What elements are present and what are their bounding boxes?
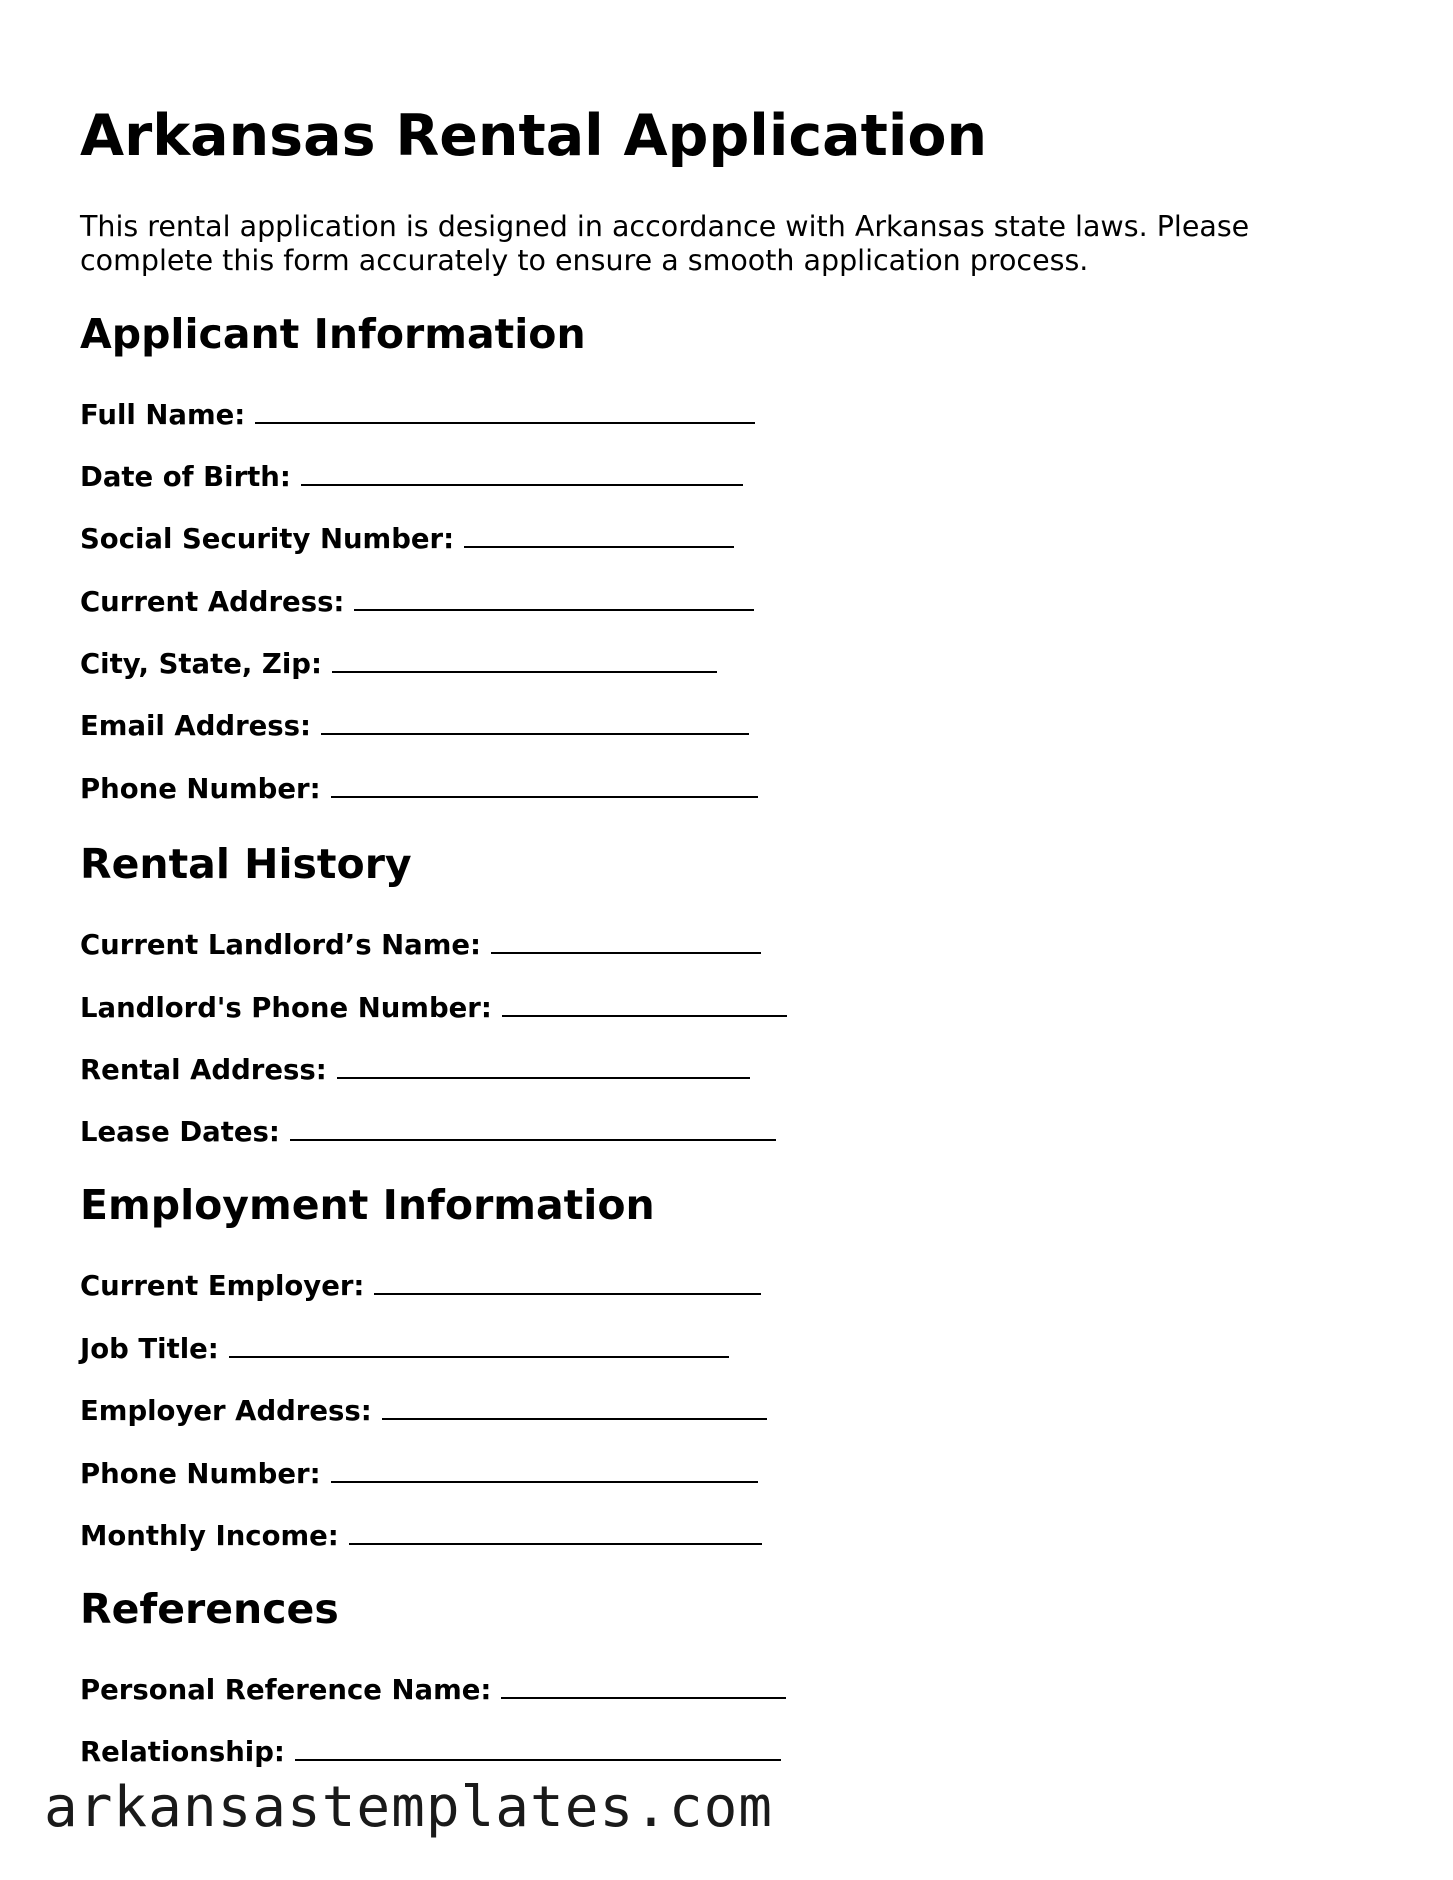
site-watermark: arkansastemplates.com — [44, 1775, 774, 1840]
field-full-name — [80, 397, 755, 433]
field-relationship — [80, 1734, 781, 1770]
field-landlord-name — [80, 927, 761, 963]
rental-address-input-line[interactable] — [337, 1055, 750, 1079]
employer-address-input-line[interactable] — [382, 1396, 767, 1420]
field-label: Full Name: — [80, 399, 246, 431]
intro-paragraph: This rental application is designed in accordance with Arkansas state laws. Please complete this form accurately to ensure a smooth application process. — [80, 210, 1250, 277]
landlord-phone-input-line[interactable] — [502, 993, 787, 1017]
field-label: Current Employer: — [80, 1270, 365, 1302]
field-rental-address — [80, 1052, 750, 1088]
field-date-of-birth — [80, 459, 743, 495]
relationship-input-line[interactable] — [295, 1737, 781, 1761]
phone-input-line[interactable] — [331, 774, 758, 798]
current-employer-input-line[interactable] — [374, 1271, 761, 1295]
full-name-input-line[interactable] — [255, 400, 755, 424]
field-reference-name — [80, 1672, 786, 1708]
field-label: Date of Birth: — [80, 461, 291, 493]
field-employer-address — [80, 1393, 767, 1429]
section-heading-references: References — [80, 1585, 339, 1633]
page-title: Arkansas Rental Application — [80, 103, 988, 169]
field-label: Social Security Number: — [80, 523, 455, 555]
field-label: Job Title: — [80, 1333, 219, 1365]
field-label: Employer Address: — [80, 1395, 372, 1427]
field-current-address — [80, 584, 754, 620]
field-label: Lease Dates: — [80, 1116, 280, 1148]
field-employer-phone — [80, 1456, 758, 1492]
email-input-line[interactable] — [321, 711, 749, 735]
field-label: Email Address: — [80, 710, 312, 742]
monthly-income-input-line[interactable] — [349, 1521, 762, 1545]
field-current-employer — [80, 1268, 761, 1304]
field-ssn — [80, 521, 734, 557]
job-title-input-line[interactable] — [229, 1334, 729, 1358]
field-label: Current Address: — [80, 586, 345, 618]
section-heading-employment: Employment Information — [80, 1181, 655, 1229]
field-label: Personal Reference Name: — [80, 1674, 492, 1706]
field-label: Relationship: — [80, 1736, 285, 1768]
section-heading-applicant: Applicant Information — [80, 310, 586, 358]
lease-dates-input-line[interactable] — [290, 1117, 776, 1141]
field-label: Phone Number: — [80, 1458, 321, 1490]
field-label: Landlord's Phone Number: — [80, 992, 492, 1024]
city-state-zip-input-line[interactable] — [332, 649, 717, 673]
ssn-input-line[interactable] — [464, 524, 734, 548]
field-label: Monthly Income: — [80, 1520, 339, 1552]
field-label: City, State, Zip: — [80, 648, 322, 680]
current-address-input-line[interactable] — [354, 587, 754, 611]
field-email-address — [80, 708, 749, 744]
date-of-birth-input-line[interactable] — [301, 462, 743, 486]
field-phone-number — [80, 771, 758, 807]
landlord-name-input-line[interactable] — [491, 930, 761, 954]
field-label: Rental Address: — [80, 1054, 327, 1086]
field-label: Phone Number: — [80, 773, 321, 805]
field-landlord-phone — [80, 990, 787, 1026]
section-heading-rental-history: Rental History — [80, 840, 412, 888]
field-label: Current Landlord’s Name: — [80, 929, 482, 961]
field-lease-dates — [80, 1114, 776, 1150]
employer-phone-input-line[interactable] — [331, 1459, 758, 1483]
reference-name-input-line[interactable] — [501, 1675, 786, 1699]
field-job-title — [80, 1331, 729, 1367]
field-city-state-zip — [80, 646, 717, 682]
field-monthly-income — [80, 1518, 762, 1554]
